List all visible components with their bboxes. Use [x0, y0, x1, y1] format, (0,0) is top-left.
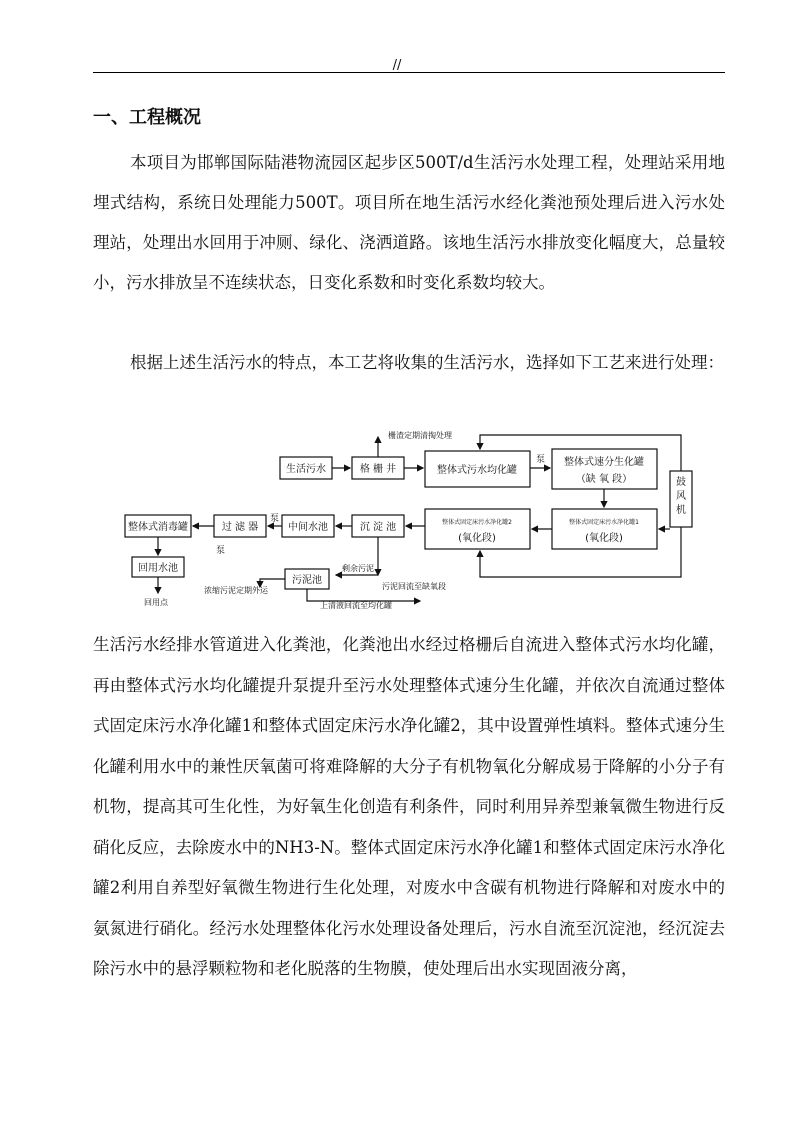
purif-tank2-label2: (氧化段)	[458, 533, 496, 544]
fast-bio-tank-label2: （缺 氧 段）	[575, 474, 633, 485]
purif-tank1-label2: (氧化段)	[585, 533, 623, 544]
excess-sludge-label: 剩余污泥	[342, 564, 374, 573]
blower-label: 鼓风机	[676, 477, 686, 516]
purif-tank2-label1: 整体式固定床污水净化罐2	[442, 519, 512, 526]
paragraph-overview: 本项目为邯郸国际陆港物流园区起步区500T/d生活污水处理工程，处理站采用地埋式结构，系统日处理能力500T。项目所在地生活污水经化粪池预处理后进入污水处理站，处理出水回用于冲厕、绿化、浇洒道路。该地生活污水排放变化幅度大，总量较小，污水排放呈不连续状态，日变化系数和时变化系数均较大。	[93, 153, 725, 292]
thickened-sludge-label: 浓缩污泥定期外运	[204, 586, 268, 595]
settling-tank-label: 沉 淀 池	[359, 522, 397, 533]
purif-tank1-label1: 整体式固定床污水净化罐1	[569, 519, 639, 526]
screen-well-label: 格 栅 井	[359, 464, 397, 475]
pump-main-label: 泵	[536, 455, 546, 465]
fast-bio-tank-label1: 整体式速分生化罐	[564, 457, 644, 468]
supernatant-return-label: 上清液回流至均化罐	[320, 601, 392, 610]
reuse-tank-label: 回用水池	[138, 563, 178, 574]
process-flow-diagram	[120, 425, 710, 615]
paragraph-process-intro: 根据上述生活污水的特点，本工艺将收集的生活污水，选择如下工艺来进行处理：	[130, 353, 724, 372]
sludge-tank-label: 污泥池	[292, 575, 322, 586]
screenings-label: 栅渣定期清掏处理	[388, 431, 452, 440]
raw-sewage-label: 生活污水	[286, 464, 326, 475]
header-mark: //	[392, 58, 402, 73]
intermediate-tank-label: 中间水池	[288, 522, 328, 533]
filter-label: 过 滤 器	[221, 522, 259, 533]
pump-filter-label: 泵	[270, 514, 280, 524]
disinfection-tank-label: 整体式消毒罐	[128, 522, 188, 533]
sludge-return-label: 污泥回流至缺氧段	[382, 582, 446, 591]
paragraph-process-description: 生活污水经排水管道进入化粪池，化粪池出水经过格栅后自流进入整体式污水均化罐，再由整体式污水均化罐提升泵提升至污水处理整体式速分生化罐，并依次自流通过整体式固定床污水净化罐1和整体式固定床污水净化罐2，其中设置弹性填料。整体式速分生化罐利用水中的兼性厌氧菌可将难降解的大分子有机物氧化分解成易于降解的小分子有机物，提高其可生化性，为好氧生化创造有利条件，同时利用异养型兼氧微生物进行反硝化反应，去除废水中的NH3-N。整体式固定床污水净化罐1和整体式固定床污水净化罐2利用自养型好氧微生物进行生化处理，对废水中含碳有机物进行降解和对废水中的氨氮进行硝化。经污水处理整体化污水处理设备处理后，污水自流至沉淀池，经沉淀去除污水中的悬浮颗粒物和老化脱落的生物膜，使处理后出水实现固液分离，	[93, 635, 725, 978]
header-rule	[93, 72, 725, 73]
reuse-point-label: 回用点	[144, 598, 168, 607]
pump-reuse-label: 泵	[216, 546, 226, 556]
section-title: 一、工程概况	[93, 107, 201, 128]
equalization-tank-label: 整体式污水均化罐	[437, 465, 517, 476]
